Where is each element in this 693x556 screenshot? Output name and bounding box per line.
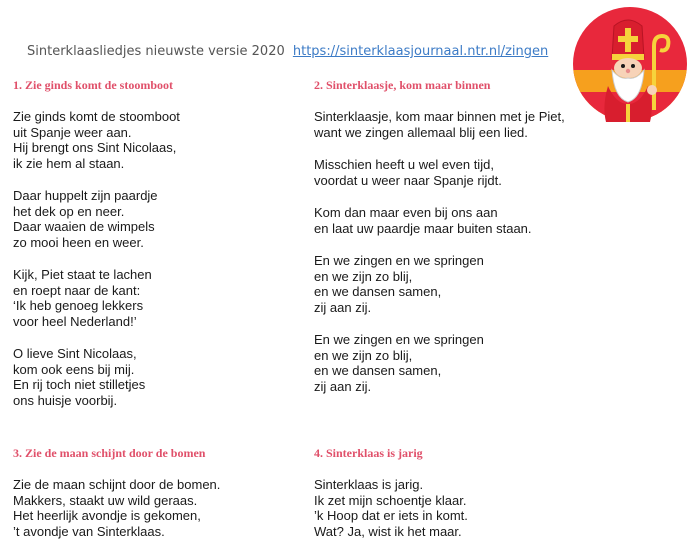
lyric-line: Sinterklaasje, kom maar binnen met je Piet, — [314, 109, 565, 124]
lyric-line: ik zie hem al staan. — [13, 155, 125, 171]
lyric-line: en we dansen samen, — [314, 284, 442, 299]
stanza — [13, 188, 180, 250]
stanza — [314, 205, 565, 236]
song-3 — [13, 446, 220, 556]
song-4 — [314, 446, 468, 556]
lyric-line: en we dansen samen, — [314, 363, 442, 378]
stanza — [13, 267, 180, 329]
stanza — [314, 109, 565, 140]
lyric-line: zij aan zij. — [314, 299, 372, 315]
lyric-line: uit Spanje weer aan. — [13, 124, 132, 140]
lyric-line: kom ook eens bij mij. — [13, 361, 135, 377]
song-2 — [314, 78, 565, 411]
stanza — [314, 253, 565, 315]
lyric-line: en laat uw paardje maar buiten staan. — [314, 220, 532, 236]
lyric-line: en we zijn zo blij, — [314, 347, 413, 363]
lyric-line: En we zingen en we springen — [314, 332, 484, 347]
lyric-line: Misschien heeft u wel even tijd, — [314, 157, 494, 172]
lyric-line: Kom dan maar even bij ons aan — [314, 205, 498, 220]
stanza — [13, 346, 180, 408]
header-link[interactable]: https://sinterklaasjournaal.ntr.nl/zingen — [292, 44, 549, 59]
stanza — [314, 157, 565, 188]
lyric-line: ’k Hoop dat er iets in komt. — [314, 508, 468, 523]
sinterklaas-mitre-icon — [572, 6, 688, 122]
lyric-line: Zie de maan schijnt door de bomen. — [13, 477, 221, 492]
lyric-line: voor heel Nederland!’ — [13, 313, 137, 329]
stanza — [314, 477, 468, 539]
lyric-line: Makkers, staakt uw wild geraas. — [13, 492, 198, 508]
lyric-line: Hij brengt ons Sint Nicolaas, — [13, 140, 177, 155]
song-title: 4. Sinterklaas is jarig — [314, 446, 423, 460]
song-title: 3. Zie de maan schijnt door de bomen — [13, 446, 206, 460]
lyric-line: Ik zet mijn schoentje klaar. — [314, 492, 467, 508]
lyric-line: Kijk, Piet staat te lachen — [13, 267, 152, 282]
stanza — [13, 477, 220, 539]
lyric-line: en roept naar de kant: — [13, 282, 141, 298]
lyric-line: want we zingen allemaal blij een lied. — [314, 124, 528, 140]
lyric-line: En we zingen en we springen — [314, 253, 484, 268]
song-title: 1. Zie ginds komt de stoomboot — [13, 78, 174, 92]
lyric-line: Wat? Ja, wist ik het maar. — [314, 523, 462, 539]
song-1 — [13, 78, 180, 425]
header-text: Sinterklaasliedjes nieuwste versie 2020 — [27, 44, 285, 59]
lyric-line: Zie ginds komt de stoomboot — [13, 109, 180, 124]
lyric-line: Daar huppelt zijn paardje — [13, 188, 158, 203]
lyric-line: En rij toch niet stilletjes — [13, 377, 146, 392]
document-header — [27, 44, 548, 59]
lyric-line: ‘Ik heb genoeg lekkers — [13, 298, 144, 313]
lyric-line: O lieve Sint Nicolaas, — [13, 346, 137, 361]
song-title: 2. Sinterklaasje, kom maar binnen — [314, 78, 491, 92]
stanza — [13, 109, 180, 171]
lyric-line: zij aan zij. — [314, 378, 372, 394]
lyric-line: het dek op en neer. — [13, 203, 125, 219]
stanza — [314, 332, 565, 394]
lyric-line: Sinterklaas is jarig. — [314, 477, 424, 492]
lyric-line: Het heerlijk avondje is gekomen, — [13, 508, 201, 523]
lyric-line: ons huisje voorbij. — [13, 392, 118, 408]
lyric-line: Daar waaien de wimpels — [13, 219, 155, 234]
lyric-line: zo mooi heen en weer. — [13, 234, 144, 250]
lyric-line: ’t avondje van Sinterklaas. — [13, 523, 165, 539]
lyric-line: voordat u weer naar Spanje rijdt. — [314, 172, 502, 188]
lyric-line: en we zijn zo blij, — [314, 268, 413, 284]
